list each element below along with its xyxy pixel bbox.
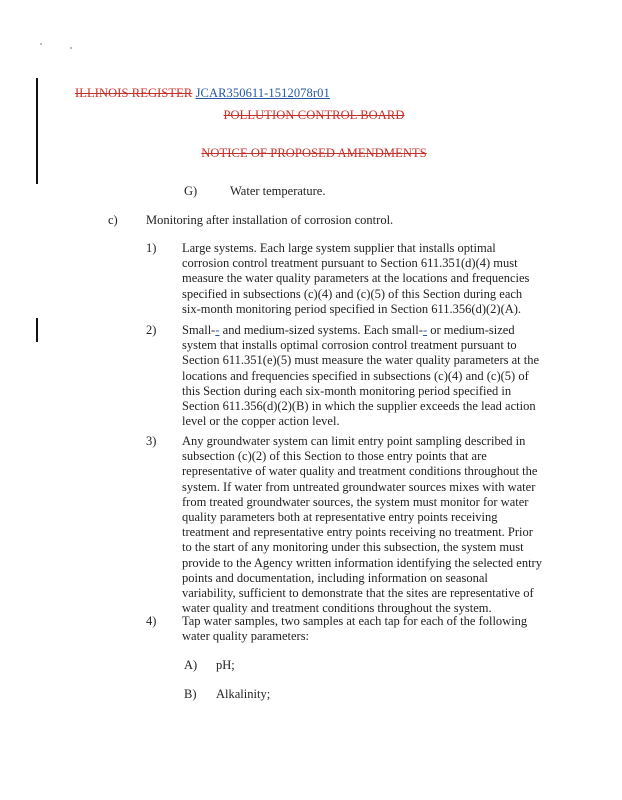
notice-header xyxy=(0,146,622,161)
item-a-text: pH; xyxy=(216,658,235,672)
item-1-text: Large systems. Each large system supplier that installs optimal corrosion control treatment pursuant to Section 611.351(d)(4) must measure the water quality parameters at the locations and frequencies specified in subsections (c)(4) and (c)(5) of this Section during each six-month monitoring period specified in Section 611.356(d)(2)(A). xyxy=(182,241,530,316)
inserted-register-id: JCAR350611-1512078r01 xyxy=(195,86,330,100)
inserted-hyphen: - xyxy=(422,323,428,337)
section-c-label: c) xyxy=(108,213,118,227)
deleted-board-title: POLLUTION CONTROL BOARD xyxy=(223,108,405,122)
item-2-text-b: and medium-sized systems. Each small- xyxy=(219,323,423,337)
scan-speck xyxy=(70,47,72,49)
item-4-label: 4) xyxy=(146,614,157,628)
item-3-text: Any groundwater system can limit entry point sampling described in subsection (c)(2) of this Section to those entry points that are representative of water quality and treatment conditions throughout the system. If water from untreated groundwater sources mixes with water from treated groundwater sources, the system must monitor for water quality parameters both at representative entry points receiving treatment and representative entry points receiving no treatment. Prior to the start of any monitoring under this subsection, the system must provide to the Agency written information identifying the selected entry points and documentation, including information on seasonal variability, sufficient to demonstrate that the sites are representative of water quality and treatment conditions throughout the system. xyxy=(182,434,542,616)
item-a-label: A) xyxy=(184,658,198,672)
inserted-hyphen: - xyxy=(215,323,220,337)
change-bar xyxy=(36,318,38,342)
item-2-label: 2) xyxy=(146,323,157,337)
section-c-text: Monitoring after installation of corrosion control. xyxy=(146,213,394,227)
item-2-text-a: Small- xyxy=(182,323,216,337)
item-2-text xyxy=(182,323,544,429)
change-bar xyxy=(36,78,38,184)
board-header xyxy=(0,108,622,123)
item-g-label: G) xyxy=(184,184,198,198)
item-b-text: Alkalinity; xyxy=(216,687,271,701)
item-b-label: B) xyxy=(184,687,197,701)
deleted-register-title: ILLINOIS REGISTER xyxy=(75,86,193,100)
item-2-text-c: or medium-sized system that installs optimal corrosion control treatment pursuant to Section 611.351(e)(5) must measure the water quality parameters at the locations and frequencies specified in subsections (c)(4) and (c)(5) of this Section during each six-month monitoring period specified in Section 611.356(d)(2)(B) in which the supplier exceeds the lead action level or the copper action level. xyxy=(182,323,540,429)
register-header xyxy=(75,86,330,101)
scan-speck xyxy=(40,43,42,45)
item-g-text: Water temperature. xyxy=(230,184,326,198)
item-1-label: 1) xyxy=(146,241,157,255)
deleted-notice-title: NOTICE OF PROPOSED AMENDMENTS xyxy=(201,146,427,160)
item-4-text: Tap water samples, two samples at each tap for each of the following water quality parameters: xyxy=(182,614,528,644)
item-3-label: 3) xyxy=(146,434,157,448)
